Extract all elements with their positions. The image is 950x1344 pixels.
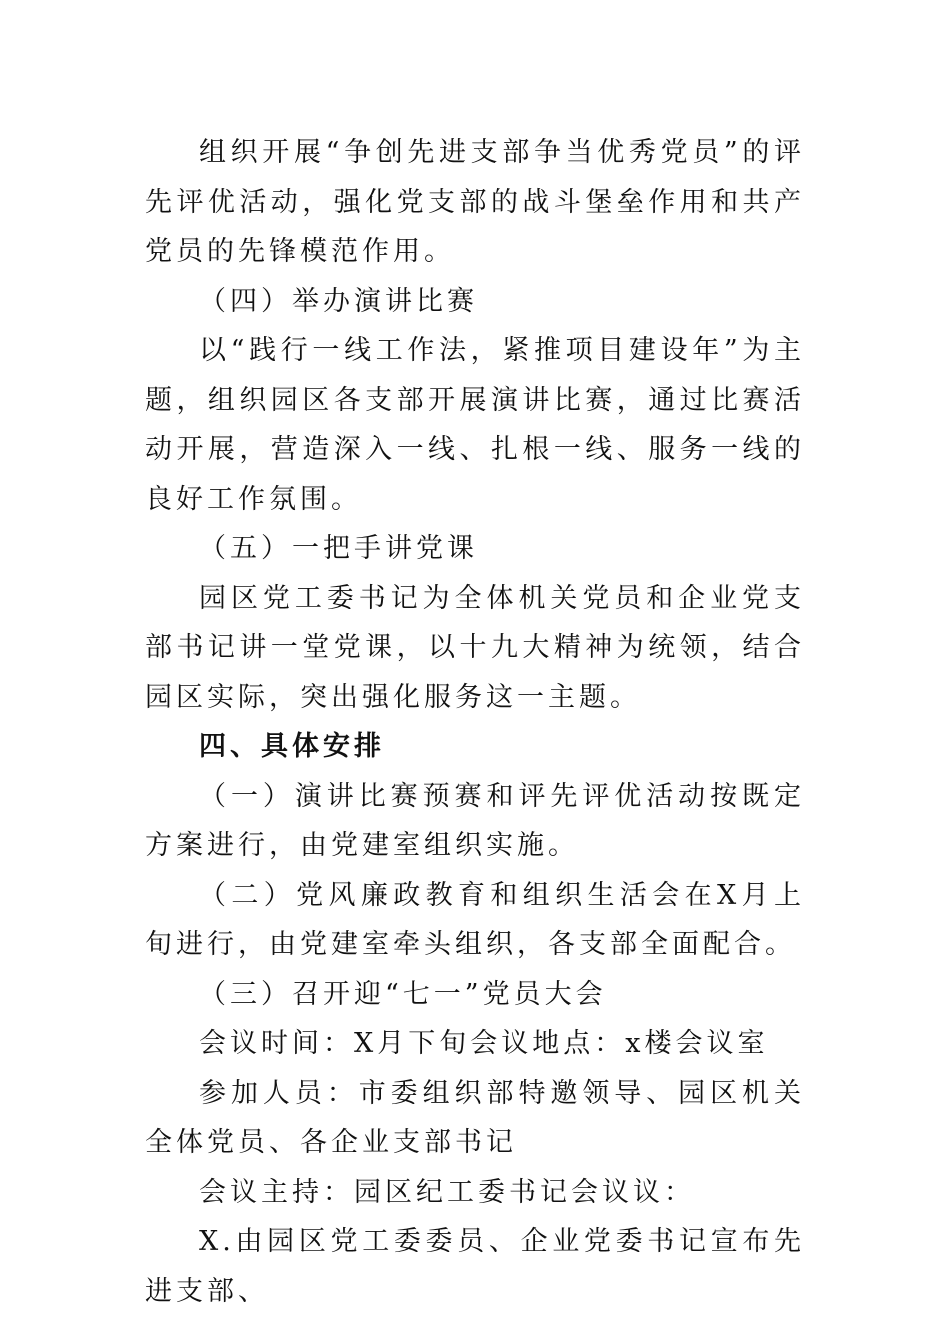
paragraph-meeting-time: 会议时间：X月下旬会议地点：x楼会议室 [199,1028,769,1059]
section-heading-arrangements: 四、具体安排 [199,731,385,762]
paragraph-speech-contest: 以“践行一线工作法，紧推项目建设年”为主题，组织园区各支部开展演讲比赛，通过比赛活动开展，营造深入一线、扎根一线、服务一线的良好工作氛围。 [145,335,805,515]
paragraph-arrangement-3: （三）召开迎“七一”党员大会 [199,978,607,1010]
document-body [145,128,805,1316]
paragraph-activity-evaluation: 组织开展“争创先进支部争当优秀党员”的评先评优活动，强化党支部的战斗堡垒作用和共产党员的先锋模范作用。 [145,137,805,267]
subheading-party-lecture: （五）一把手讲党课 [199,533,478,564]
paragraph-agenda-item: X.由园区党工委委员、企业党委书记宣布先进支部、 [145,1226,805,1307]
paragraph-party-lecture: 园区党工委书记为全体机关党员和企业党支部书记讲一堂党课，以十九大精神为统领，结合园区实际，突出强化服务这一主题。 [145,582,805,713]
subheading-speech-contest: （四）举办演讲比赛 [199,285,478,317]
paragraph-participants: 参加人员：市委组织部特邀领导、园区机关全体党员、各企业支部书记 [145,1077,805,1158]
paragraph-arrangement-2: （二）党风廉政教育和组织生活会在X月上旬进行，由党建室牵头组织，各支部全面配合。 [145,879,805,960]
paragraph-arrangement-1: （一）演讲比赛预赛和评先评优活动按既定方案进行，由党建室组织实施。 [145,780,805,861]
paragraph-meeting-host: 会议主持：园区纪工委书记会议议： [199,1176,695,1208]
